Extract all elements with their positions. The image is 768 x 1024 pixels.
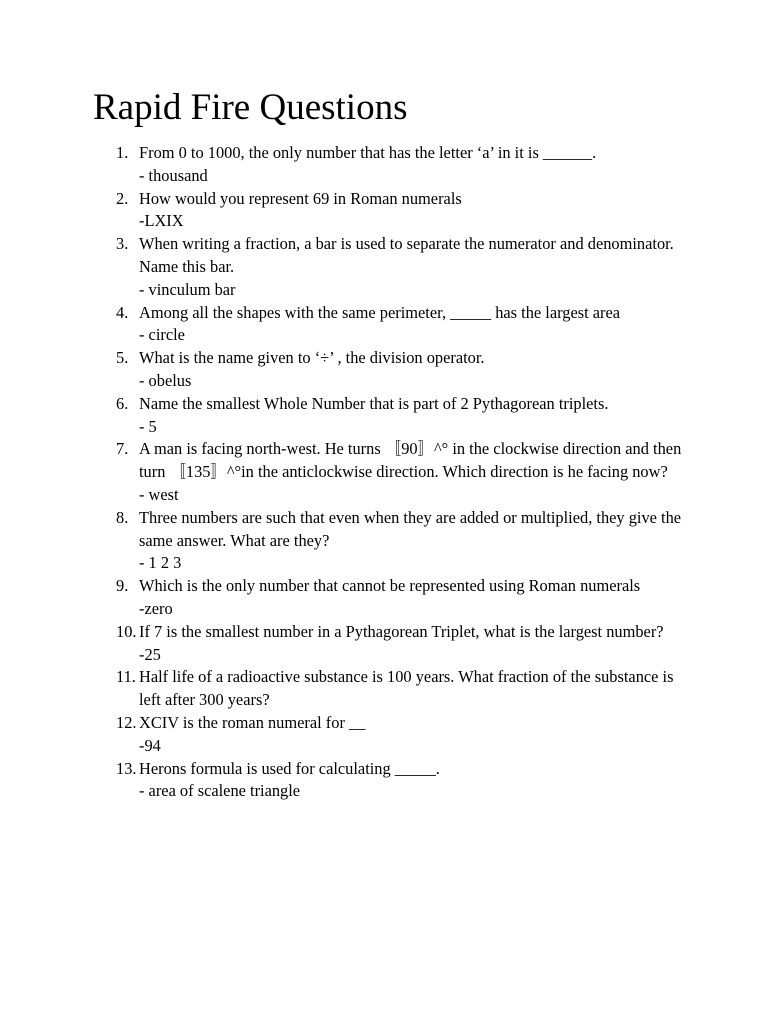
item-number: 3. [116,234,129,254]
answer-text: - 5 [139,416,157,436]
question-text: If 7 is the smallest number in a Pythagorean Triplet, what is the largest number? [139,621,664,641]
question-list [0,142,768,803]
question-text: What is the name given to ‘÷’ , the division operator. [139,348,485,368]
answer-text: - obelus [139,370,192,390]
answer-text: - thousand [139,165,208,185]
item-number: 2. [116,188,129,208]
list-item [0,621,768,667]
list-item [0,575,768,621]
list-item [0,302,768,348]
item-number: 12. [116,712,137,732]
question-text: Among all the shapes with the same perimeter, _____ has the largest area [139,302,621,322]
item-number: 13. [116,758,137,778]
answer-text: -LXIX [139,211,184,231]
answer-text: - circle [139,325,185,345]
answer-text: - 1 2 3 [139,553,182,573]
item-number: 11. [116,667,136,687]
question-text: When writing a fraction, a bar is used to separate the numerator and denominator. Name this bar. [139,234,674,276]
item-number: 9. [116,576,129,596]
item-number: 10. [116,621,137,641]
list-item [0,142,768,188]
list-item [0,347,768,393]
question-text: Half life of a radioactive substance is 100 years. What fraction of the substance is left after 300 years? [139,667,674,710]
list-item [0,188,768,234]
list-item [0,758,768,804]
question-text: XCIV is the roman numeral for __ [139,712,366,732]
question-text: How would you represent 69 in Roman numerals [139,188,462,208]
item-number: 6. [116,393,129,413]
page-title: Rapid Fire Questions [93,87,408,128]
item-number: 1. [116,143,129,162]
list-item [0,712,768,758]
list-item [0,438,768,506]
answer-text: -zero [139,598,173,618]
item-number: 5. [116,348,129,368]
question-text: Herons formula is used for calculating _____. [139,758,440,778]
question-text: Three numbers are such that even when they are added or multiplied, they give the same answer. What are they? [139,507,682,550]
list-item [0,393,768,439]
answer-text: -94 [139,735,161,755]
question-text: From 0 to 1000, the only number that has the letter ‘a’ in it is ______. [139,143,597,162]
item-number: 7. [116,439,129,459]
answer-text: - vinculum bar [139,279,236,299]
question-text: A man is facing north-west. He turns 〚90〛^° in the clockwise direction and then turn 〚135〛^°in the anticlockwise direction. Which direction is he facing now? [139,439,682,482]
list-item [0,233,768,301]
answer-text: -25 [139,644,161,664]
question-text: Which is the only number that cannot be represented using Roman numerals [139,576,641,596]
item-number: 4. [116,302,129,322]
item-number: 8. [116,507,129,527]
answer-text: - area of scalene triangle [139,781,301,801]
answer-text: - west [139,484,179,504]
list-item [0,507,768,575]
list-item [0,666,768,712]
question-text: Name the smallest Whole Number that is part of 2 Pythagorean triplets. [139,393,609,413]
